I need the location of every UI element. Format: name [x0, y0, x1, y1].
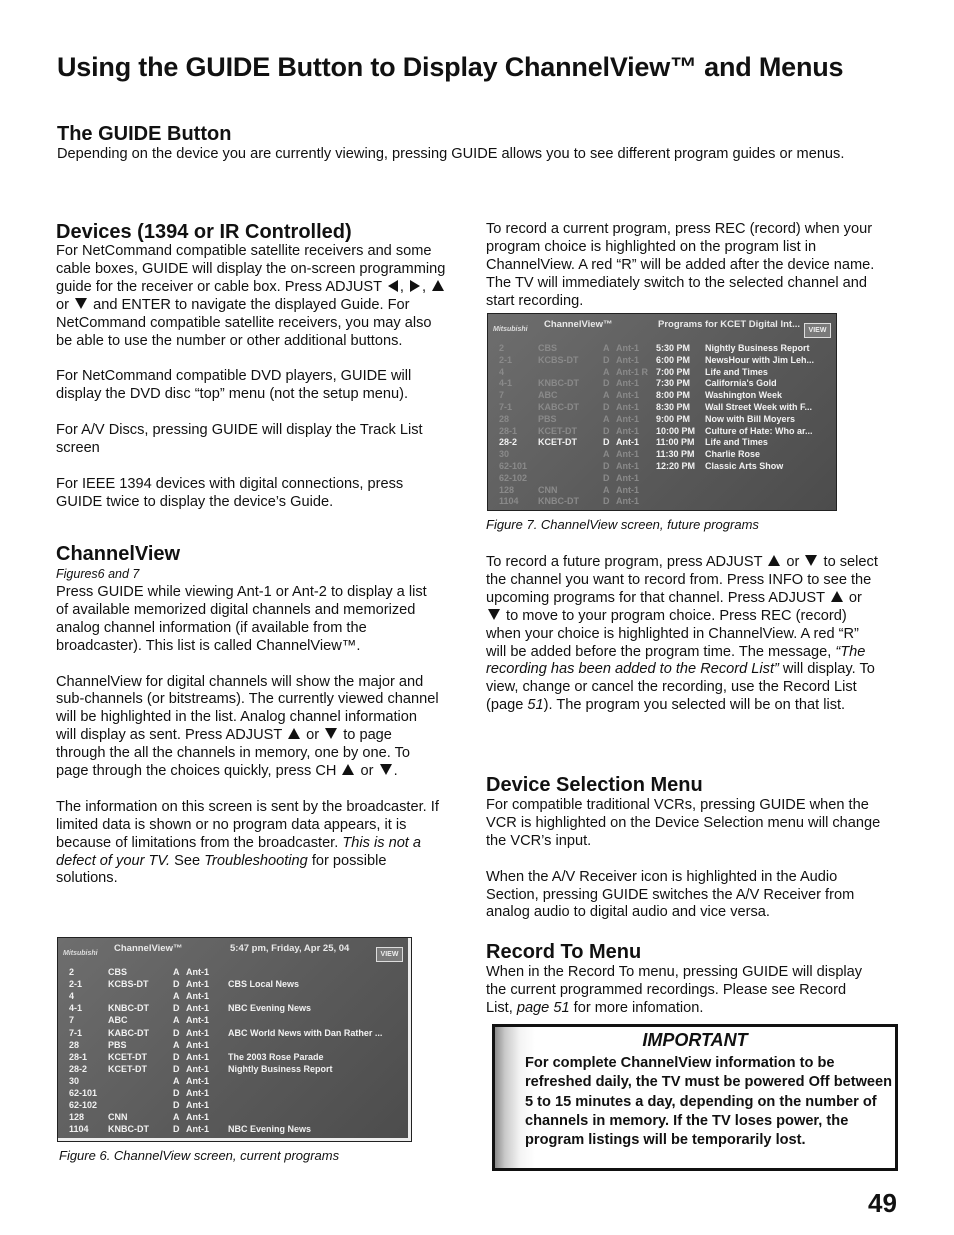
- table-row: [488, 460, 653, 472]
- list-item: [656, 448, 834, 460]
- figure-6-screenshot: [57, 937, 412, 1142]
- list-item: [656, 354, 834, 366]
- device-selection-paragraph-1: For compatible traditional VCRs, pressing GUIDE when the VCR is highlighted on the Device Selection menu will change the VCR’s input.: [486, 797, 881, 849]
- channelview-paragraph-3: [56, 799, 441, 889]
- view-icon: VIEW: [804, 323, 831, 338]
- devices-p1-sep2: ,: [422, 278, 427, 295]
- program-title: NewsHour with Jim Leh...: [705, 354, 815, 365]
- guide-button-heading: The GUIDE Button: [57, 123, 232, 145]
- record-future-paragraph: [486, 554, 881, 715]
- cv-p3-a: The information on this screen is sent by the broadcaster. If limited data is shown or no program data appears, it is because of limitations from the broadcaster.: [56, 798, 439, 851]
- rf-italic: “The recording has been added to the Record List”: [486, 643, 866, 678]
- up-arrow-icon: [432, 280, 444, 291]
- channelview-section: [56, 584, 441, 888]
- program-time: 7:00 PM: [656, 366, 691, 377]
- figure-7-caption: Figure 7. ChannelView screen, future programs: [486, 517, 759, 532]
- channel-type: D: [603, 496, 610, 507]
- channelview-heading: ChannelView: [56, 543, 181, 565]
- rf-b: to select the channel you want to record from. Press INFO to see the upcoming programs for that channel. Press ADJUST: [486, 554, 878, 606]
- program-title: CBS Local News: [228, 979, 300, 990]
- channel-number: 28-2: [499, 437, 518, 448]
- list-item: [656, 377, 834, 389]
- channel-type: A: [603, 484, 610, 495]
- program-title: Wall Street Week with F...: [705, 402, 813, 412]
- record-to-text: [486, 964, 871, 1018]
- channel-number: 1104: [69, 1124, 89, 1135]
- devices-paragraph-4: For IEEE 1394 devices with digital connections, press GUIDE twice to display the device’s Guide.: [56, 475, 404, 510]
- list-item: [656, 425, 834, 437]
- device-selection-paragraph-2: When the A/V Receiver icon is highlighted in the Audio Section, pressing GUIDE switches the A/V Receiver from analog audio to digital audio and vice versa.: [486, 868, 855, 921]
- cv-p3-b: See: [170, 852, 205, 869]
- devices-paragraph-2: For NetCommand compatible DVD players, GUIDE will display the DVD disc “top” menu (not the setup menu).: [56, 368, 412, 403]
- table-row: [488, 448, 653, 460]
- channel-number: 62-102: [499, 472, 528, 483]
- channel-name: KCET-DT: [538, 437, 577, 448]
- view-icon: VIEW: [376, 947, 403, 962]
- channel-name: KNBC-DT: [538, 378, 579, 389]
- cv-p3-italic2: Troubleshooting: [204, 852, 308, 869]
- record-future-text: [486, 554, 881, 715]
- program-time: 8:00 PM: [656, 390, 691, 401]
- channel-type: D: [603, 354, 610, 365]
- channel-type: D: [603, 402, 610, 412]
- program-title: Nightly Business Report: [228, 1063, 333, 1074]
- channel-type: D: [173, 1063, 180, 1074]
- channel-type: A: [173, 1015, 180, 1026]
- device-selection-heading: Device Selection Menu: [486, 774, 703, 796]
- channel-name: KCET-DT: [108, 1063, 147, 1074]
- record-to-heading: Record To Menu: [486, 941, 642, 963]
- channelview-subhead: Figures6 and 7: [56, 567, 140, 581]
- channel-antenna: Ant-1: [186, 991, 209, 1002]
- list-item: [656, 401, 834, 413]
- mitsubishi-logo: Mitsubishi: [493, 326, 528, 333]
- channel-type: D: [173, 979, 180, 990]
- channel-antenna: Ant-1: [186, 1015, 209, 1026]
- rt-a: When in the Record To menu, pressing GUIDE will display the current programmed recordings. Please see Record List,: [486, 964, 863, 1016]
- list-item: [656, 342, 834, 354]
- table-row: [58, 1051, 411, 1063]
- program-title: NBC Evening News: [228, 1003, 312, 1014]
- channel-antenna: Ant-1: [186, 1124, 209, 1135]
- table-row: [488, 377, 653, 389]
- cv-p3-c: for possible solutions.: [56, 852, 387, 887]
- channel-antenna: Ant-1: [616, 354, 639, 365]
- channel-type: A: [603, 413, 610, 424]
- channel-type: A: [173, 991, 180, 1002]
- page-number: 49: [868, 1188, 897, 1218]
- channel-antenna: Ant-1: [186, 1051, 209, 1062]
- channel-type: D: [173, 1088, 180, 1098]
- devices-p1-text-a: For NetCommand compatible satellite receivers and some cable boxes, GUIDE will display the on-screen programming guide for the receiver or cable box. Press ADJUST: [56, 243, 446, 295]
- program-time: 9:00 PM: [656, 413, 691, 424]
- channel-antenna: Ant-1: [186, 1039, 209, 1050]
- cv-p2-or2: or: [356, 763, 378, 780]
- channel-number: 128: [69, 1112, 85, 1123]
- fig7-header-right: Programs for KCET Digital Int...: [658, 319, 800, 330]
- list-item: [656, 389, 834, 401]
- channel-number: 28: [69, 1039, 80, 1050]
- channel-antenna: Ant-1: [186, 1100, 209, 1111]
- up-arrow-icon: [288, 728, 300, 739]
- channel-name: KCBS-DT: [108, 979, 149, 990]
- channel-antenna: Ant-1: [616, 425, 639, 436]
- left-arrow-icon: [388, 280, 398, 292]
- down-arrow-icon: [805, 555, 817, 566]
- table-row: [58, 1087, 411, 1099]
- rf-a: To record a future program, press ADJUST: [486, 554, 767, 570]
- cv-p2-a: ChannelView for digital channels will show the major and sub-channels (or bitstreams). The currently viewed channel will be highlighted in the list. Analog channel information will display as sent. Press ADJUST: [56, 673, 439, 744]
- table-row: [58, 1063, 411, 1075]
- channel-number: 28: [499, 413, 510, 424]
- devices-p1-sep1: ,: [399, 278, 404, 295]
- channel-number: 30: [499, 449, 510, 460]
- up-arrow-icon: [768, 555, 780, 566]
- table-row: [58, 1014, 411, 1026]
- rf-d: will display. To view, change or cancel the recording, use the Record List (page: [486, 661, 875, 714]
- devices-p1-text-b: and ENTER to navigate the displayed Guide. For NetCommand compatible satellite receivers, you may also be able to use the number or other additional buttons.: [56, 296, 432, 349]
- program-time: 10:00 PM: [656, 425, 696, 436]
- channel-antenna: Ant-1: [616, 496, 639, 507]
- channel-name: KNBC-DT: [108, 1124, 149, 1135]
- channel-antenna: Ant-1: [616, 343, 639, 353]
- channel-type: D: [173, 1027, 180, 1038]
- devices-p1-or: or: [56, 296, 74, 313]
- channel-antenna: Ant-1: [616, 472, 639, 483]
- table-row: [488, 354, 653, 366]
- cv-p3-italic: This is not a defect of your TV.: [56, 834, 422, 869]
- channel-number: 4-1: [69, 1003, 83, 1014]
- channel-type: D: [603, 472, 610, 483]
- guide-button-text: Depending on the device you are currently viewing, pressing GUIDE allows you to see different program guides or menus.: [57, 146, 845, 162]
- channel-name: CBS: [538, 343, 558, 353]
- channel-antenna: Ant-1: [616, 402, 639, 412]
- rt-b: for more infomation.: [569, 999, 704, 1016]
- table-row: [488, 413, 653, 425]
- table-row: [488, 484, 653, 496]
- channel-name: KCET-DT: [108, 1051, 147, 1062]
- devices-paragraph-1: [56, 243, 448, 350]
- program-title: California's Gold: [705, 378, 777, 389]
- channel-type: A: [603, 366, 610, 377]
- channel-number: 128: [499, 484, 515, 495]
- channel-antenna: Ant-1: [616, 437, 639, 448]
- channel-number: 2: [499, 343, 505, 353]
- down-arrow-icon: [380, 764, 392, 775]
- channel-number: 4: [69, 991, 75, 1002]
- channelview-paragraph-2: [56, 674, 441, 781]
- channel-antenna: Ant-1: [186, 1112, 209, 1123]
- channel-type: D: [173, 1003, 180, 1014]
- program-time: 8:30 PM: [656, 402, 691, 412]
- program-title: Classic Arts Show: [705, 461, 784, 471]
- channel-type: A: [173, 967, 180, 977]
- cv-p2-b: to page through the all the channels in memory, one by one. To page through the choices quickly, press CH: [56, 727, 410, 780]
- channel-type: D: [603, 425, 610, 436]
- channel-name: PBS: [108, 1039, 127, 1050]
- list-item: [656, 436, 834, 448]
- channel-type: D: [603, 461, 610, 471]
- up-arrow-icon: [342, 764, 354, 775]
- mitsubishi-logo: Mitsubishi: [63, 950, 98, 957]
- channel-antenna: Ant-1: [616, 449, 639, 460]
- channel-antenna: Ant-1: [186, 1003, 209, 1014]
- table-row: [488, 436, 653, 448]
- program-title: Now with Bill Moyers: [705, 413, 796, 424]
- channel-antenna: Ant-1: [186, 1075, 209, 1086]
- program-title: Life and Times: [705, 437, 768, 448]
- channel-type: A: [603, 449, 610, 460]
- channel-antenna: Ant-1: [186, 979, 209, 990]
- channel-number: 62-101: [69, 1088, 98, 1098]
- up-arrow-icon: [831, 591, 843, 602]
- channel-number: 2-1: [499, 354, 513, 365]
- program-title: Culture of Hate: Who ar...: [705, 425, 813, 436]
- program-title: ABC World News with Dan Rather ...: [228, 1027, 383, 1038]
- channel-number: 62-102: [69, 1100, 98, 1111]
- channel-number: 30: [69, 1075, 80, 1086]
- table-row: [488, 425, 653, 437]
- program-time: 6:00 PM: [656, 354, 691, 365]
- program-title: Washington Week: [705, 390, 783, 401]
- program-title: The 2003 Rose Parade: [228, 1051, 324, 1062]
- channel-antenna: Ant-1: [616, 378, 639, 389]
- rf-e: ). The program you selected will be on that list.: [543, 697, 846, 714]
- program-time: 11:00 PM: [656, 437, 695, 448]
- figure-7-screenshot: [487, 313, 837, 511]
- channel-antenna: Ant-1: [616, 413, 639, 424]
- channel-number: 2-1: [69, 979, 83, 990]
- channel-antenna: Ant-1: [616, 390, 639, 401]
- table-row: [488, 472, 653, 484]
- fig6-edge: [408, 938, 411, 1141]
- table-row: [58, 978, 411, 990]
- program-time: 7:30 PM: [656, 378, 691, 389]
- rf-or2: or: [844, 589, 862, 606]
- table-row: [488, 495, 653, 507]
- down-arrow-icon: [488, 609, 500, 620]
- devices-heading: Devices (1394 or IR Controlled): [56, 221, 352, 243]
- program-title: NBC Evening News: [228, 1124, 312, 1135]
- program-time: 12:20 PM: [656, 461, 696, 471]
- list-item: [656, 413, 834, 425]
- channel-number: 28-1: [499, 425, 518, 436]
- rt-italic: page 51: [516, 999, 570, 1016]
- figure-6-caption: Figure 6. ChannelView screen, current programs: [59, 1148, 340, 1163]
- channel-type: A: [173, 1112, 180, 1123]
- channel-name: CNN: [538, 484, 558, 495]
- channel-name: KABC-DT: [108, 1027, 149, 1038]
- table-row: [488, 366, 653, 378]
- table-row: [58, 990, 411, 1002]
- fig6-edge-bottom: [58, 1138, 411, 1141]
- program-title: Charlie Rose: [705, 449, 761, 460]
- channel-name: CBS: [108, 967, 128, 977]
- cv-p2-or1: or: [302, 727, 324, 744]
- channel-type: D: [173, 1100, 180, 1111]
- channel-type: A: [173, 1039, 180, 1050]
- channel-type: A: [603, 343, 610, 353]
- important-notice: [492, 1024, 898, 1171]
- program-time: 5:30 PM: [656, 343, 691, 353]
- channel-antenna: Ant-1: [616, 484, 639, 495]
- devices-section: [56, 243, 448, 512]
- fig7-header-left: ChannelView™: [544, 319, 613, 330]
- channel-name: ABC: [108, 1015, 128, 1026]
- channel-name: KNBC-DT: [538, 496, 579, 507]
- channel-antenna: Ant-1: [186, 967, 209, 977]
- table-row: [488, 342, 653, 354]
- channel-number: 62-101: [499, 461, 528, 471]
- rf-page: 51: [527, 697, 544, 714]
- table-row: [58, 1075, 411, 1087]
- important-text: For complete ChannelView information to be refreshed daily, the TV must be powered Off between 5 to 15 minutes a day, depending on the number of channels in memory. If the TV loses power, the program listings will be temporarily lost.: [525, 1055, 893, 1149]
- channel-number: 28-1: [69, 1051, 88, 1062]
- channel-number: 7-1: [69, 1027, 83, 1038]
- channel-type: A: [173, 1075, 180, 1086]
- important-title: IMPORTANT: [642, 1030, 748, 1050]
- channel-type: D: [603, 437, 610, 448]
- device-selection-section: [486, 797, 881, 922]
- channel-name: KNBC-DT: [108, 1003, 149, 1014]
- channel-type: D: [173, 1124, 180, 1135]
- table-row: [58, 1111, 411, 1123]
- channel-number: 7: [499, 390, 505, 401]
- program-title: Nightly Business Report: [705, 343, 810, 353]
- channel-name: KCBS-DT: [538, 354, 579, 365]
- table-row: [58, 1099, 411, 1111]
- channel-name: PBS: [538, 413, 557, 424]
- channel-antenna: Ant-1: [616, 461, 639, 471]
- channel-antenna: Ant-1: [186, 1027, 209, 1038]
- table-row: [58, 1123, 411, 1135]
- down-arrow-icon: [325, 728, 337, 739]
- channel-type: D: [603, 378, 610, 389]
- table-row: [488, 389, 653, 401]
- channelview-paragraph-1: Press GUIDE while viewing Ant-1 or Ant-2 to display a list of available memorized digital channels and memorized analog channel information (if available from the broadcaster). This list is called ChannelView™.: [56, 584, 427, 654]
- record-to-paragraph: [486, 964, 871, 1018]
- channel-number: 4-1: [499, 378, 513, 389]
- program-time: 11:30 PM: [656, 449, 695, 460]
- page-title: Using the GUIDE Button to Display ChannelView™ and Menus: [57, 52, 844, 82]
- program-title: Life and Times: [705, 366, 768, 377]
- channel-type: D: [173, 1051, 180, 1062]
- list-item: [656, 460, 834, 472]
- channel-name: KCET-DT: [538, 425, 577, 436]
- table-row: [58, 966, 411, 978]
- table-row: [58, 1002, 411, 1014]
- fig6-header-right: 5:47 pm, Friday, Apr 25, 04: [230, 943, 350, 954]
- channel-antenna: Ant-1: [186, 1063, 209, 1074]
- channel-number: 4: [499, 366, 505, 377]
- table-row: [58, 1027, 411, 1039]
- channel-type: A: [603, 390, 610, 401]
- channel-name: CNN: [108, 1112, 128, 1123]
- right-arrow-icon: [410, 280, 420, 292]
- down-arrow-icon: [75, 298, 87, 309]
- channel-number: 7-1: [499, 402, 513, 412]
- channel-number: 28-2: [69, 1063, 88, 1074]
- table-row: [58, 1039, 411, 1051]
- channel-number: 1104: [499, 496, 519, 507]
- channel-name: KABC-DT: [538, 402, 579, 412]
- record-current-text: To record a current program, press REC (record) when your program choice is highlighted on the program list in ChannelView. A red “R” will be added after the device name. The TV will immediately switch to the selected channel and start recording.: [486, 221, 875, 309]
- channel-number: 2: [69, 967, 75, 977]
- fig6-header-left: ChannelView™: [114, 943, 183, 954]
- list-item: [656, 366, 834, 378]
- devices-paragraph-3: For A/V Discs, pressing GUIDE will display the Track List screen: [56, 422, 423, 456]
- rf-c: to move to your program choice. Press REC (record) when your choice is highlighted in ChannelView. A red “R” will be added before the program time. The message,: [486, 607, 859, 660]
- channel-antenna: Ant-1: [186, 1088, 209, 1098]
- cv-p2-end: .: [393, 763, 398, 780]
- channel-name: ABC: [538, 390, 558, 401]
- channel-number: 7: [69, 1015, 75, 1026]
- table-row: [488, 401, 653, 413]
- channel-antenna: Ant-1 R: [616, 366, 648, 377]
- rf-or1: or: [782, 554, 804, 570]
